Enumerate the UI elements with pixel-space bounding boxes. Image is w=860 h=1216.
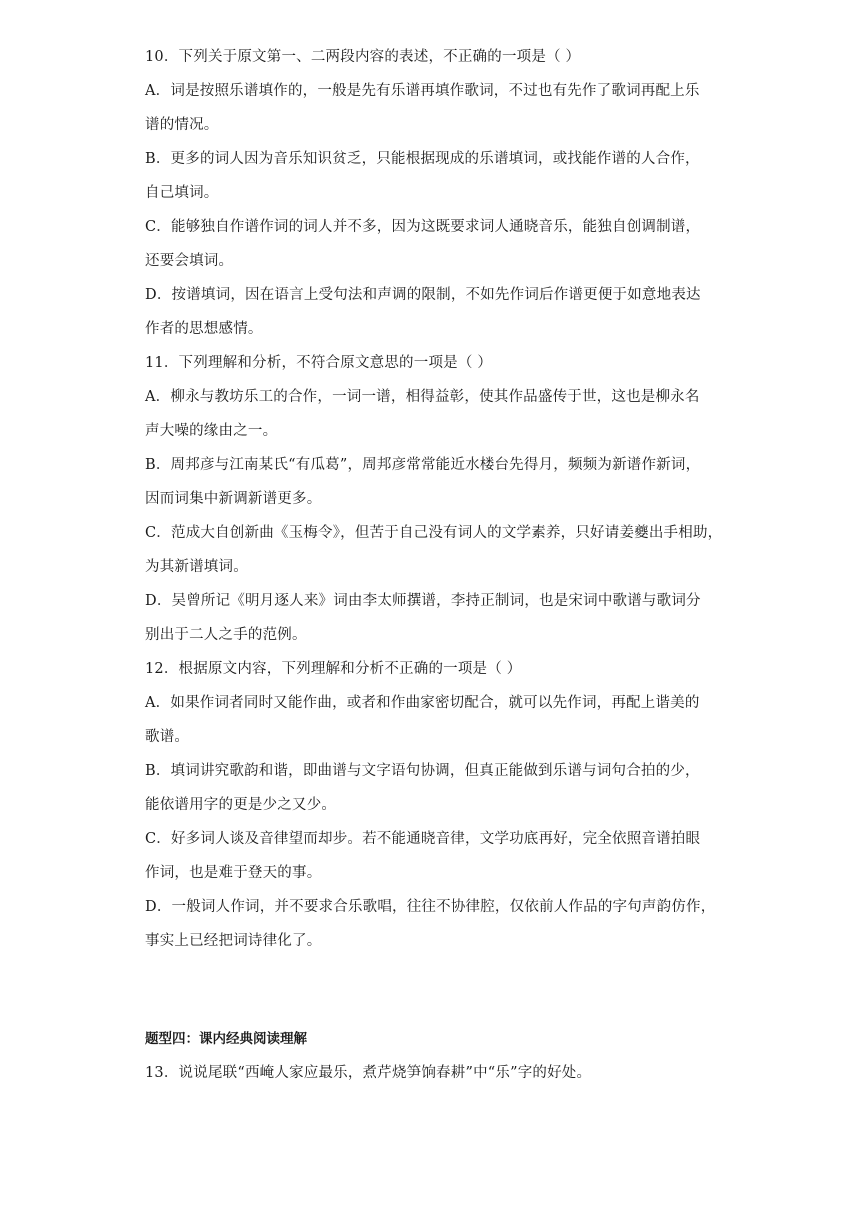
section-heading: 题型四：课内经典阅读理解	[145, 1031, 307, 1047]
question-stem: 12．根据原文内容，下列理解和分析不正确的一项是（ ）	[145, 661, 522, 677]
option-text-line: C．范成大自创新曲《玉梅令》，但苦于自己没有词人的文学素养，只好请姜夔出手相助，	[145, 525, 723, 541]
option-text-line: B．更多的词人因为音乐知识贫乏，只能根据现成的乐谱填词，或找能作谱的人合作，	[145, 151, 700, 167]
question-12	[145, 652, 720, 958]
option-text-line: 能依谱用字的更是少之又少。	[145, 797, 337, 813]
option-text-line: 自己填词。	[145, 185, 219, 201]
option-text-line: A．柳永与教坊乐工的合作，一词一谱，相得益彰，使其作品盛传于世，这也是柳永名	[145, 389, 700, 405]
option-text-line: 别出于二人之手的范例。	[145, 627, 307, 643]
option-text-line: C．好多词人谈及音律望而却步。若不能通晓音律，文学功底再好，完全依照音谱拍眼	[145, 831, 701, 847]
option-text-line: 谱的情况。	[145, 117, 219, 133]
option-text-line: 因而词集中新调新谱更多。	[145, 491, 322, 507]
question-stem: 10．下列关于原文第一、二两段内容的表述，不正确的一项是（ ）	[145, 49, 581, 65]
option-c	[145, 516, 723, 584]
option-d	[145, 278, 720, 346]
option-text-line: C．能够独自作谱作词的词人并不多，因为这既要求词人通晓音乐，能独自创调制谱，	[145, 219, 701, 235]
option-text-line: B．周邦彦与江南某氏“有瓜葛”，周邦彦常常能近水楼台先得月，频频为新谱作新词，	[145, 457, 701, 473]
option-text-line: 还要会填词。	[145, 253, 234, 269]
option-b	[145, 754, 720, 822]
question-stem: 11．下列理解和分析，不符合原文意思的一项是（ ）	[145, 355, 493, 371]
document-page	[145, 40, 723, 1090]
question-11	[145, 346, 723, 652]
question-13-stem: 13．说说尾联“西崦人家应最乐，煮芹烧笋饷春耕”中“乐”字的好处。	[145, 1065, 592, 1081]
option-a	[145, 686, 720, 754]
section-4	[145, 1022, 720, 1090]
option-text-line: 作词，也是难于登天的事。	[145, 865, 322, 881]
question-10	[145, 40, 720, 346]
option-text-line: 为其新谱填词。	[145, 559, 248, 575]
option-text-line: A．如果作词者同时又能作曲，或者和作曲家密切配合，就可以先作词，再配上谐美的	[145, 695, 700, 711]
option-a	[145, 380, 720, 448]
option-text-line: 事实上已经把词诗律化了。	[145, 933, 322, 949]
option-a	[145, 74, 720, 142]
option-b	[145, 448, 720, 516]
option-text-line: D．一般词人作词，并不要求合乐歌唱，往往不协律腔，仅依前人作品的字句声韵仿作，	[145, 899, 716, 915]
option-d	[145, 890, 720, 958]
option-text-line: B．填词讲究歌韵和谐，即曲谱与文字语句协调，但真正能做到乐谱与词句合拍的少，	[145, 763, 700, 779]
option-text-line: 作者的思想感情。	[145, 321, 263, 337]
option-c	[145, 822, 720, 890]
option-text-line: 歌谱。	[145, 729, 190, 745]
option-text-line: D．吴曾所记《明月逐人来》词由李太师撰谱，李持正制词，也是宋词中歌谱与歌词分	[145, 593, 701, 609]
option-d	[145, 584, 720, 652]
option-text-line: D．按谱填词，因在语言上受句法和声调的限制，不如先作词后作谱更便于如意地表达	[145, 287, 701, 303]
option-text-line: 声大噪的缘由之一。	[145, 423, 278, 439]
option-b	[145, 142, 720, 210]
option-text-line: A．词是按照乐谱填作的，一般是先有乐谱再填作歌词，不过也有先作了歌词再配上乐	[145, 83, 700, 99]
section-spacer	[145, 958, 720, 1022]
option-c	[145, 210, 720, 278]
